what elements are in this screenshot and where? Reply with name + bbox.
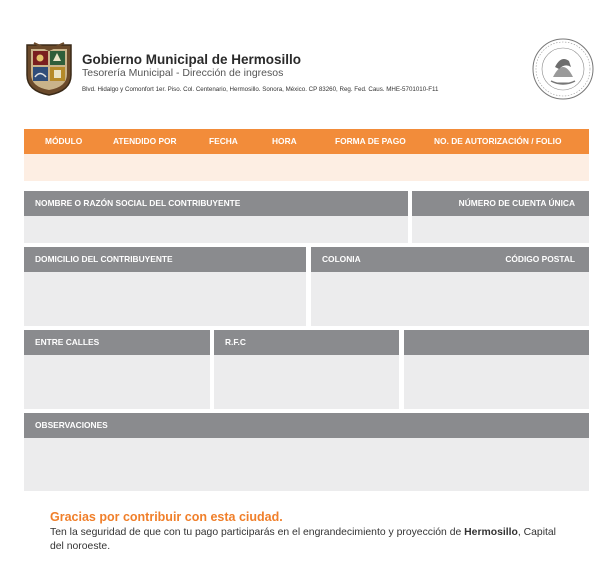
- estados-unidos-mexicanos-seal-icon: [531, 37, 595, 101]
- org-address: Blvd. Hidalgo y Comonfort 1er. Piso. Col. Centenario, Hermosillo. Sonora, México. CP 83260, Reg. Fed. Caus. MHE-5701010-F11: [82, 86, 439, 93]
- thanks-message: Gracias por contribuir con esta ciudad.: [50, 510, 283, 524]
- neighborhood-field[interactable]: [311, 272, 589, 326]
- payment-values-row: [24, 154, 589, 181]
- col-hora: HORA: [272, 136, 297, 146]
- neighborhood-header: [311, 247, 589, 272]
- rfc-header: [214, 330, 399, 355]
- cross-streets-header: [24, 330, 210, 355]
- col-atendido-por: ATENDIDO POR: [113, 136, 177, 146]
- address-header: [24, 247, 306, 272]
- payment-header-bar: [24, 129, 589, 154]
- observations-field[interactable]: [24, 438, 589, 491]
- org-name: Gobierno Municipal de Hermosillo: [82, 52, 302, 67]
- org-subtitle: Tesorería Municipal - Dirección de ingresos: [82, 67, 284, 79]
- col-forma-de-pago: FORMA DE PAGO: [335, 136, 406, 146]
- col-fecha: FECHA: [209, 136, 238, 146]
- col-modulo: MÓDULO: [45, 136, 83, 146]
- footer-message-text: Ten la seguridad de que con tu pago participarás en el engrandecimiento y proyección de: [50, 527, 465, 538]
- taxpayer-name-label: NOMBRE O RAZÓN SOCIAL DEL CONTRIBUYENTE: [35, 198, 241, 208]
- neighborhood-label: COLONIA: [322, 254, 361, 264]
- footer-message-end: , Capital del noroeste.: [50, 527, 556, 552]
- rfc-label: R.F.C: [225, 337, 246, 347]
- taxpayer-name-header: [24, 191, 408, 216]
- account-number-header: [412, 191, 589, 216]
- rfc-field[interactable]: [214, 355, 399, 409]
- col-autorizacion-folio: NO. DE AUTORIZACIÓN / FOLIO: [434, 136, 562, 146]
- address-label: DOMICILIO DEL CONTRIBUYENTE: [35, 254, 173, 264]
- account-number-field[interactable]: [412, 216, 589, 243]
- taxpayer-name-field[interactable]: [24, 216, 408, 243]
- cross-streets-field[interactable]: [24, 355, 210, 409]
- address-field[interactable]: [24, 272, 306, 326]
- cross-streets-label: ENTRE CALLES: [35, 337, 100, 347]
- observations-header: [24, 413, 589, 438]
- observations-label: OBSERVACIONES: [35, 420, 108, 430]
- postal-code-label: CÓDIGO POSTAL: [505, 254, 575, 264]
- footer-message: [50, 526, 570, 553]
- unlabeled-header: [404, 330, 589, 355]
- municipal-crest-icon: [24, 41, 74, 97]
- unlabeled-field[interactable]: [404, 355, 589, 409]
- footer-city: Hermosillo: [464, 527, 518, 538]
- account-number-label: NÚMERO DE CUENTA ÚNICA: [458, 198, 575, 208]
